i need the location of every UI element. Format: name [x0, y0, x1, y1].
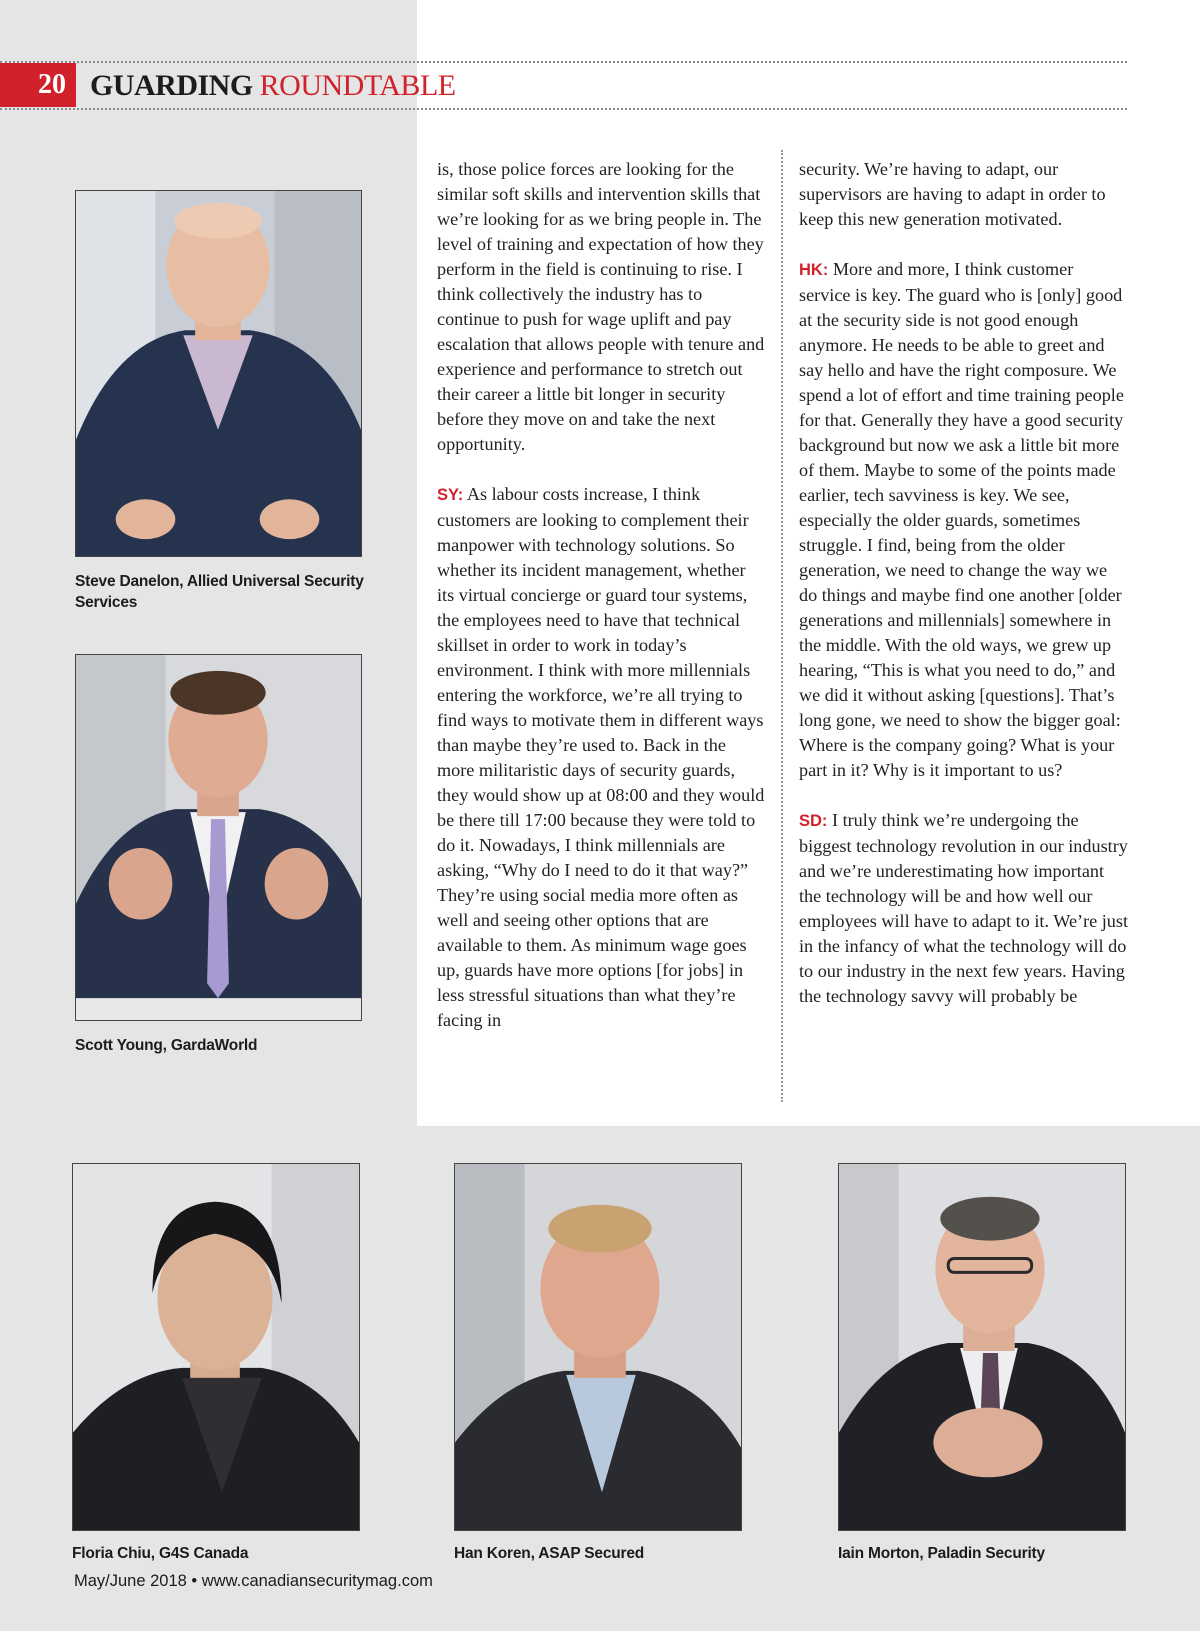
paragraph — [799, 808, 1129, 1009]
paragraph-text: More and more, I think customer service is key. The guard who is [only] good at the security side is not good enough anymore. He needs to be able to greet and say hello and have the right composure. We spend a lot of effort and time training people for that. Generally they have a good security background but now we ask a little bit more of them. Maybe to some of the points made earlier, tech savviness is key. We see, especially the older guards, sometimes struggle. I find, being from the older generation, we need to change the way we do things and maybe find one another [older generations and millennials] somewhere in the middle. With the old ways, we grew up hearing, “This is what you need to do,” and we did it without asking [questions]. That’s long gone, we need to show the bigger goal: Where is the company going? What is your part in it? Why is it important to us? — [799, 259, 1124, 780]
column-divider — [781, 150, 783, 1102]
paragraph-text: As labour costs increase, I think customers are looking to complement their manpower with technology solutions. So whether its incident management, whether its virtual concierge or guard tour systems, the employees need to have that technical skillset in order to work in today’s environment. I think with more millennials entering the workforce, we’re all trying to find ways to motivate them in different ways than maybe they’re used to. Back in the more militaristic days of security guards, they would show up at 08:00 and they would be there till 17:00 because they were told to do it. Nowadays, I think millennials are asking, “Why do I need to do it that way?” They’re using social media more often as well and seeing other options that are available to them. As minimum wage goes up, guards have more options [for jobs] in less stressful situations than what they’re facing in — [437, 484, 765, 1030]
paragraph-text: I truly think we’re undergoing the biggest technology revolution in our industry and we’re underestimating how important the technology will be and how well our employees will have to adapt to it. We’re just in the infancy of what the technology will do to our industry in the next few years. Having the technology savvy will probably be — [799, 810, 1129, 1006]
speaker-label: SY: — [437, 486, 464, 504]
portrait-photo-iain-morton — [838, 1163, 1126, 1531]
portrait-photo-icon — [76, 655, 361, 1020]
article-column-1 — [437, 157, 767, 1033]
paragraph: is, those police forces are looking for the similar soft skills and intervention skills that we’re looking for as we bring people in. The level of training and expectation of how they perform in the field is continuing to rise. I think collectively the industry has to continue to push for wage uplift and pay escalation that allows people with tenure and experience and performance to stretch out their career a little bit longer in security before they move on and take the next opportunity. — [437, 159, 765, 454]
photo-caption-3: Floria Chiu, G4S Canada — [72, 1545, 249, 1562]
speaker-label: SD: — [799, 812, 828, 830]
header-rule-bottom — [0, 108, 1127, 110]
speaker-label: HK: — [799, 261, 829, 279]
footer-issue-url: May/June 2018 • www.canadiansecuritymag.com — [74, 1572, 433, 1590]
portrait-photo-scott-young — [75, 654, 362, 1021]
portrait-photo-icon — [76, 191, 361, 556]
article-column-2 — [799, 157, 1129, 1009]
photo-caption-5: Iain Morton, Paladin Security — [838, 1545, 1045, 1562]
section-title-part2: ROUNDTABLE — [252, 69, 456, 102]
photo-caption-2: Scott Young, GardaWorld — [75, 1037, 258, 1054]
portrait-photo-floria-chiu — [72, 1163, 360, 1531]
paragraph — [799, 257, 1129, 783]
portrait-photo-steve-danelon — [75, 190, 362, 557]
paragraph — [437, 482, 767, 1033]
portrait-photo-icon — [455, 1164, 741, 1530]
section-title — [90, 66, 456, 106]
portrait-photo-han-koren — [454, 1163, 742, 1531]
portrait-photo-icon — [839, 1164, 1125, 1530]
header-rule-top — [0, 61, 1127, 63]
photo-caption-4: Han Koren, ASAP Secured — [454, 1545, 645, 1562]
section-title-part1: GUARDING — [90, 69, 253, 102]
paragraph: security. We’re having to adapt, our supervisors are having to adapt in order to keep this new generation motivated. — [799, 159, 1106, 229]
page-number: 20 — [38, 69, 66, 100]
photo-caption-1: Steve Danelon, Allied Universal Security Services — [75, 573, 364, 611]
portrait-photo-icon — [73, 1164, 359, 1530]
